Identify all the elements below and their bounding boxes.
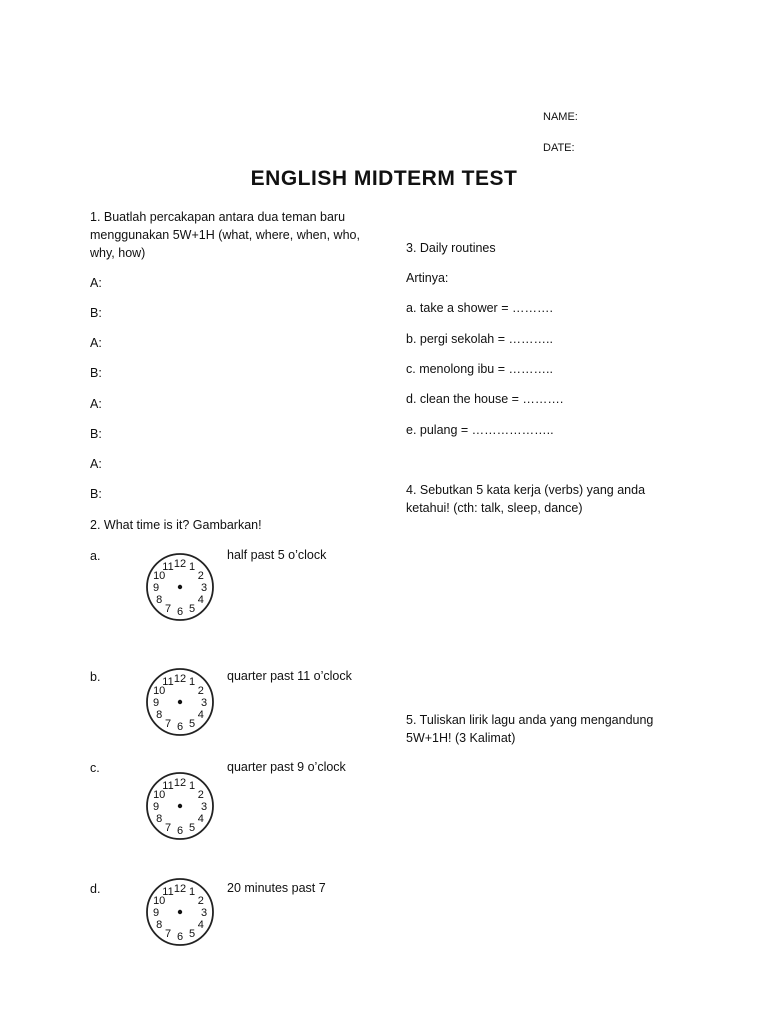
q1-line: B: bbox=[90, 306, 102, 320]
clock-face bbox=[144, 876, 216, 948]
clock-number: 10 bbox=[153, 570, 166, 582]
clock-number: 9 bbox=[152, 907, 160, 919]
clock-number: 10 bbox=[153, 895, 166, 907]
clock-icon bbox=[144, 551, 216, 623]
q2-item-letter: c. bbox=[90, 761, 100, 775]
clock-number: 7 bbox=[164, 717, 172, 730]
clock-number: 3 bbox=[200, 801, 208, 813]
clock-number: 1 bbox=[188, 886, 196, 899]
q3-item: b. pergi sekolah = ……….. bbox=[406, 332, 553, 346]
clock-number: 10 bbox=[153, 789, 166, 801]
clock-number: 2 bbox=[197, 895, 204, 907]
clock-number: 8 bbox=[156, 709, 163, 721]
clock-number: 5 bbox=[188, 927, 196, 940]
date-label: DATE: bbox=[543, 142, 575, 154]
clock-number: 5 bbox=[188, 821, 196, 834]
clock-number: 7 bbox=[164, 602, 172, 615]
clock-number: 4 bbox=[197, 919, 204, 931]
q1-prompt: 1. Buatlah percakapan antara dua teman baru menggunakan 5W+1H (what, where, when, who, why, how) bbox=[90, 210, 360, 260]
clock-number: 12 bbox=[173, 777, 187, 789]
clock-number: 10 bbox=[153, 685, 166, 697]
clock-number: 5 bbox=[188, 717, 196, 730]
clock-number: 1 bbox=[188, 561, 196, 574]
q1-line: B: bbox=[90, 427, 102, 441]
clock-face bbox=[144, 666, 216, 738]
q1-line: A: bbox=[90, 276, 102, 290]
clock-number: 1 bbox=[188, 780, 196, 793]
clock-number: 2 bbox=[197, 570, 204, 582]
clock-number: 6 bbox=[176, 606, 184, 618]
q3-item: a. take a shower = ………. bbox=[406, 301, 553, 315]
clock-number: 4 bbox=[197, 709, 204, 721]
clock-number: 9 bbox=[152, 697, 160, 709]
clock-number: 8 bbox=[156, 594, 163, 606]
q2-item-letter: b. bbox=[90, 670, 101, 684]
q2-prompt: 2. What time is it? Gambarkan! bbox=[90, 518, 262, 532]
clock-number: 11 bbox=[162, 561, 174, 574]
clock-number: 6 bbox=[176, 825, 184, 837]
clock-number: 8 bbox=[156, 813, 163, 825]
q2-item-text: quarter past 11 o’clock bbox=[227, 669, 352, 683]
clock-icon bbox=[144, 876, 216, 948]
q1-line: A: bbox=[90, 397, 102, 411]
q2-item-text: half past 5 o’clock bbox=[227, 548, 327, 562]
q1-line: B: bbox=[90, 487, 102, 501]
q1-line: A: bbox=[90, 457, 102, 471]
clock-number: 4 bbox=[197, 594, 204, 606]
q3-item: c. menolong ibu = ……….. bbox=[406, 362, 553, 376]
clock-number: 3 bbox=[200, 907, 208, 919]
clock-number: 7 bbox=[164, 927, 172, 940]
q4-prompt: 4. Sebutkan 5 kata kerja (verbs) yang anda ketahui! (cth: talk, sleep, dance) bbox=[406, 483, 646, 515]
clock-number: 6 bbox=[176, 721, 184, 733]
clock-number: 5 bbox=[188, 602, 196, 615]
q5-prompt: 5. Tuliskan lirik lagu anda yang mengandung 5W+1H! (3 Kalimat) bbox=[406, 713, 654, 745]
q1-line: A: bbox=[90, 336, 102, 350]
q3-item: e. pulang = ……………….. bbox=[406, 423, 554, 437]
clock-number: 12 bbox=[173, 673, 187, 685]
q2-item-letter: d. bbox=[90, 882, 101, 896]
q2-item-letter: a. bbox=[90, 549, 101, 563]
q3-title: 3. Daily routines bbox=[406, 241, 496, 255]
clock-number: 2 bbox=[197, 685, 204, 697]
clock-number: 2 bbox=[197, 789, 204, 801]
name-label: NAME: bbox=[543, 111, 578, 123]
q1-line: B: bbox=[90, 366, 102, 380]
clock-number: 4 bbox=[197, 813, 204, 825]
clock-number: 3 bbox=[200, 582, 208, 594]
clock-number: 11 bbox=[162, 676, 174, 689]
q3-subtitle: Artinya: bbox=[406, 271, 449, 285]
clock-number: 7 bbox=[164, 821, 172, 834]
q3-item: d. clean the house = ………. bbox=[406, 392, 564, 406]
clock-number: 12 bbox=[173, 558, 187, 570]
clock-number: 11 bbox=[162, 780, 174, 793]
clock-number: 12 bbox=[173, 883, 187, 895]
clock-number: 6 bbox=[176, 931, 184, 943]
q2-item-text: 20 minutes past 7 bbox=[227, 881, 326, 895]
clock-face bbox=[144, 770, 216, 842]
q2-item-text: quarter past 9 o’clock bbox=[227, 760, 346, 774]
clock-number: 8 bbox=[156, 919, 163, 931]
clock-number: 9 bbox=[152, 801, 160, 813]
clock-face bbox=[144, 551, 216, 623]
clock-number: 3 bbox=[200, 697, 208, 709]
clock-number: 1 bbox=[188, 676, 196, 689]
clock-icon bbox=[144, 770, 216, 842]
page-title: ENGLISH MIDTERM TEST bbox=[250, 167, 518, 190]
clock-number: 9 bbox=[152, 582, 160, 594]
clock-icon bbox=[144, 666, 216, 738]
clock-number: 11 bbox=[162, 886, 174, 899]
